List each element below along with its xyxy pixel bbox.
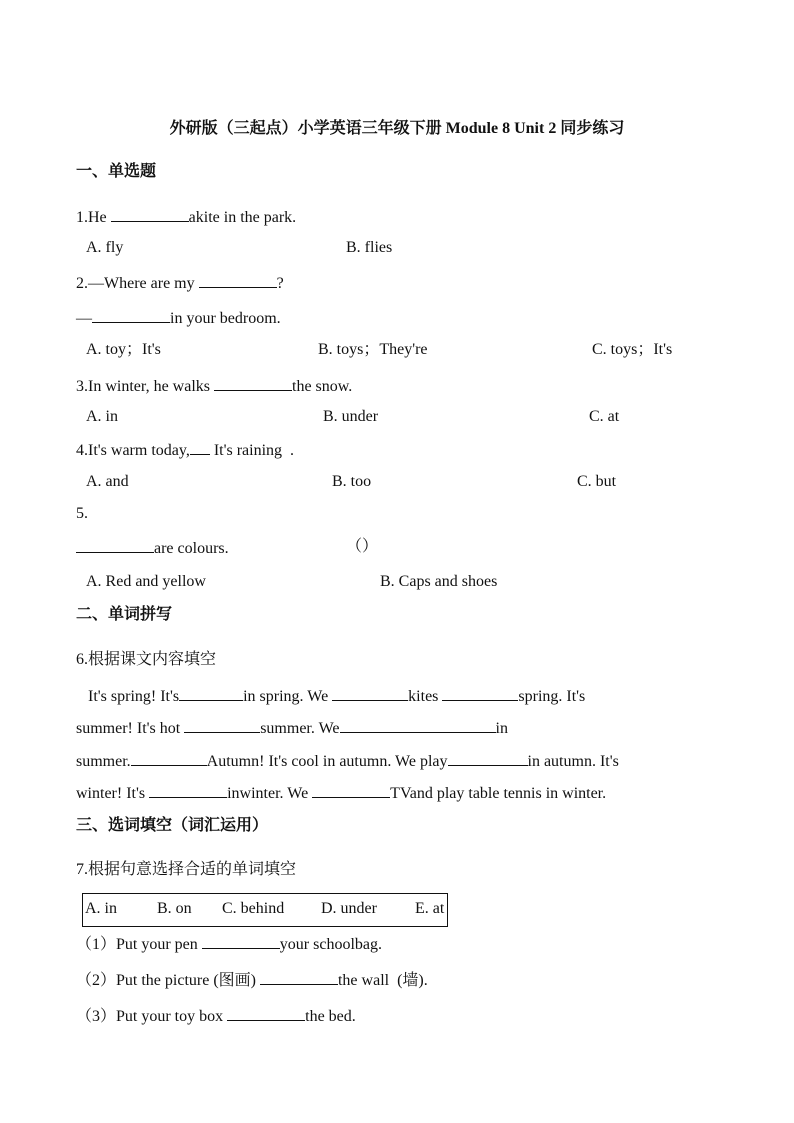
q2-option-c[interactable]: C. toys；It's <box>592 341 673 358</box>
q7-sentence-2: （2）Put the picture (图画) the wall (墙). <box>76 969 428 991</box>
section-heading-single-choice: 一、单选题 <box>76 163 157 180</box>
section-heading-word-choice: 三、选词填空（词汇运用） <box>76 817 269 834</box>
answer-blank[interactable] <box>111 206 189 222</box>
answer-blank[interactable] <box>179 685 243 701</box>
q6-passage-line-2: summer! It's hot summer. We in <box>76 717 508 739</box>
answer-blank[interactable] <box>131 750 207 766</box>
q6-passage-line-1: It's spring! It's in spring. We kites spring. It's <box>76 685 585 707</box>
answer-blank[interactable] <box>442 685 518 701</box>
q2-option-b[interactable]: B. toys；They're <box>318 341 428 358</box>
word-bank-item: A. in <box>85 900 117 917</box>
answer-blank[interactable] <box>184 717 260 733</box>
q2-option-a[interactable]: A. toy；It's <box>86 341 161 358</box>
q1-option-b[interactable]: B. flies <box>346 239 393 256</box>
answer-blank[interactable] <box>190 439 210 455</box>
q3-option-a[interactable]: A. in <box>86 408 118 425</box>
answer-blank[interactable] <box>214 375 292 391</box>
q3-option-c[interactable]: C. at <box>589 408 620 425</box>
answer-blank[interactable] <box>260 969 338 985</box>
answer-blank[interactable] <box>202 933 280 949</box>
q4-option-c[interactable]: C. but <box>577 473 617 490</box>
section-heading-spelling: 二、单词拼写 <box>76 606 173 623</box>
q7-sentence-1: （1）Put your pen your schoolbag. <box>76 933 382 955</box>
q5-option-a[interactable]: A. Red and yellow <box>86 573 206 590</box>
q4-option-a[interactable]: A. and <box>86 473 129 490</box>
word-bank-item: D. under <box>321 900 377 917</box>
question-5-number: 5. <box>76 505 88 522</box>
q3-option-b[interactable]: B. under <box>323 408 379 425</box>
page-title: 外研版（三起点）小学英语三年级下册 Module 8 Unit 2 同步练习 <box>169 120 625 137</box>
word-bank-item: C. behind <box>222 900 285 917</box>
q4-option-b[interactable]: B. too <box>332 473 372 490</box>
answer-blank[interactable] <box>92 307 170 323</box>
question-2: 2.—Where are my ? <box>76 272 284 294</box>
q7-sentence-3: （3）Put your toy box the bed. <box>76 1005 356 1027</box>
answer-blank[interactable] <box>312 782 390 798</box>
q5-option-b[interactable]: B. Caps and shoes <box>380 573 498 590</box>
answer-blank[interactable] <box>448 750 528 766</box>
q6-passage-line-3: summer. Autumn! It's cool in autumn. We play in autumn. It's <box>76 750 619 772</box>
question-5: are colours. <box>76 537 229 559</box>
answer-blank[interactable] <box>76 537 154 553</box>
question-1: 1.He akite in the park. <box>76 206 296 228</box>
answer-blank[interactable] <box>227 1005 305 1021</box>
question-6-instruction: 6.根据课文内容填空 <box>76 651 217 668</box>
word-bank-item: E. at <box>415 900 445 917</box>
question-3: 3.In winter, he walks the snow. <box>76 375 352 397</box>
answer-parentheses[interactable]: （） <box>346 538 379 555</box>
question-2-response: — in your bedroom. <box>76 307 281 329</box>
answer-blank[interactable] <box>332 685 408 701</box>
question-7-instruction: 7.根据句意选择合适的单词填空 <box>76 861 297 878</box>
word-bank-item: B. on <box>157 900 192 917</box>
q6-passage-line-4: winter! It's inwinter. We TVand play table tennis in winter. <box>76 782 606 804</box>
answer-blank[interactable] <box>149 782 227 798</box>
q1-option-a[interactable]: A. fly <box>86 239 124 256</box>
answer-blank[interactable] <box>199 272 277 288</box>
answer-blank[interactable] <box>340 717 496 733</box>
question-4: 4.It's warm today, It's raining . <box>76 439 294 461</box>
word-bank-box <box>82 893 448 927</box>
